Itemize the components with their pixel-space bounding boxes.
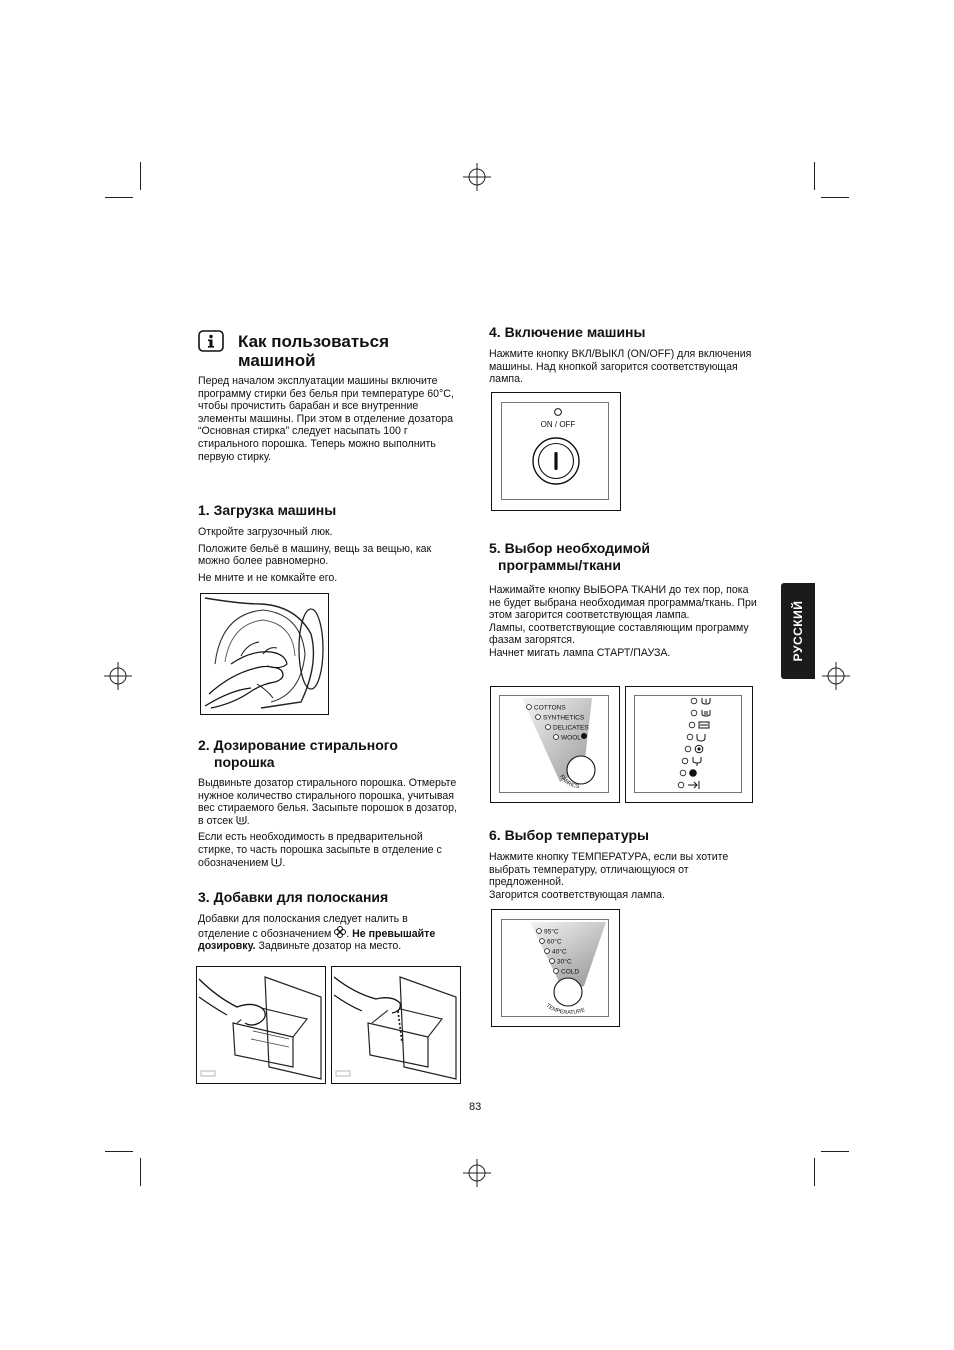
section-3-p1: Добавки для полоскания следует налить в отделение с обозначением . Не превышайте дозировку. Задвиньте дозатор на место. bbox=[198, 913, 436, 953]
fabric-label-synthetics: SYNTHETICS bbox=[543, 714, 585, 722]
loading-laundry-illustration bbox=[200, 593, 329, 715]
section-1-p3: Не мните и не комкайте его. bbox=[198, 571, 338, 584]
crop-mark bbox=[814, 162, 815, 190]
on-off-button[interactable] bbox=[536, 448, 574, 486]
section-5-body bbox=[489, 584, 759, 660]
section-3-body bbox=[198, 913, 460, 953]
section-4-p1: Нажмите кнопку ВКЛ/ВЫКЛ (ON/OFF) для включения машины. Над кнопкой загорится соответствующая лампа. bbox=[489, 348, 752, 386]
temp-label-60: 60°C bbox=[547, 938, 562, 946]
registration-mark-icon bbox=[463, 163, 491, 191]
section-1-body bbox=[198, 526, 460, 584]
softener-flower-icon bbox=[334, 926, 346, 938]
lamp-rinse bbox=[687, 734, 693, 740]
title-line-2: машиной bbox=[238, 351, 316, 370]
fabric-label-wool: WOOL bbox=[561, 734, 581, 742]
info-icon bbox=[198, 330, 224, 352]
intro-text: Перед началом эксплуатации машины включите программу стирки без белья при температуре 60°C, чтобы прочистить барабан и все внутренние элементы машины. При этом в отделение дозатора “Основная стирка” следует насыпать 100 г стирального порошка. Теперь можно выполнить первую стирку. bbox=[198, 375, 454, 463]
on-off-label: ON / OFF bbox=[540, 420, 576, 429]
section-4-body bbox=[489, 348, 759, 386]
section-6-body bbox=[489, 851, 759, 901]
section-2-body bbox=[198, 777, 460, 869]
section-5-p1: Нажимайте кнопку ВЫБОРА ТКАНИ до тех пор, пока не будет выбрана необходимая программа/ткань. При этом загорится соответствующая лампа. bbox=[489, 584, 757, 622]
title-line-1: Как пользоваться bbox=[238, 332, 389, 351]
crop-mark bbox=[821, 1151, 849, 1152]
phase-lamps-panel bbox=[634, 695, 742, 793]
section-1-p1: Откройте загрузочный люк. bbox=[198, 526, 333, 538]
section-1-p2: Положите бельё в машину, вещь за вещью, как можно более равномерно. bbox=[198, 542, 432, 568]
section-4-heading: 4. Включение машины bbox=[489, 324, 646, 340]
section-2-p2-text: Если есть необходимость в предварительной стирке, то часть порошка засыпьте в отделение с обозначением bbox=[198, 831, 442, 869]
fabric-label-delicates: DELICATES bbox=[553, 724, 589, 732]
end-arrow-icon bbox=[688, 781, 699, 789]
crop-mark bbox=[105, 197, 133, 198]
drain-icon bbox=[693, 757, 701, 766]
temperature-button-label: TEMPERATURE bbox=[544, 1002, 586, 1016]
section-6-p2: Загорится соответствующая лампа. bbox=[489, 888, 665, 901]
lamp-delay bbox=[680, 770, 686, 776]
lamp-prewash bbox=[691, 698, 697, 704]
lamp-main-wash bbox=[691, 710, 697, 716]
page-number: 83 bbox=[469, 1101, 482, 1113]
phase-lamps-drawing bbox=[635, 696, 741, 792]
dispenser-drawing-2 bbox=[332, 967, 459, 1082]
section-3-heading: 3. Добавки для полоскания bbox=[198, 889, 389, 905]
fabric-selector-drawing bbox=[500, 696, 608, 792]
delay-icon bbox=[689, 769, 697, 777]
crop-mark bbox=[140, 1158, 141, 1186]
temperature-selector-figure bbox=[491, 909, 620, 1027]
section-5-heading bbox=[489, 540, 650, 574]
wool-yarn-icon bbox=[581, 733, 587, 739]
fabrics-button-label: FABRICS bbox=[558, 773, 580, 791]
page-title bbox=[238, 332, 468, 370]
section-2-p1: Выдвиньте дозатор стирального порошка. Отмерьте нужное количество стирального порошка, учитывая вес стираемого белья. Засыпьте порошок в дозатор, в отсек . bbox=[198, 777, 457, 827]
section-2-heading bbox=[198, 737, 398, 771]
intro-block bbox=[198, 375, 460, 463]
fabric-selector-figure bbox=[490, 686, 620, 803]
rinse-icon bbox=[697, 734, 705, 741]
temp-label-95: 95°C bbox=[544, 928, 559, 936]
section-2-heading-line-1: 2. Дозирование стирального bbox=[198, 737, 398, 753]
fabric-selector-panel bbox=[499, 695, 609, 793]
fabrics-button[interactable] bbox=[565, 753, 593, 781]
section-3-p1-text-a: Добавки для полоскания следует налить в отделение с обозначением bbox=[198, 913, 408, 940]
main-wash-icon bbox=[702, 710, 710, 716]
dispenser-illustration-1 bbox=[196, 966, 326, 1084]
lamp-drain bbox=[682, 758, 688, 764]
section-5-heading-line-2: программы/ткани bbox=[498, 557, 621, 573]
temperature-selector-panel bbox=[501, 919, 609, 1017]
section-2-heading-line-2: порошка bbox=[214, 754, 275, 770]
prewash-symbol-icon bbox=[271, 857, 282, 867]
crop-mark bbox=[814, 1158, 815, 1186]
language-tab bbox=[781, 583, 815, 679]
temperature-selector-drawing bbox=[502, 920, 608, 1016]
language-tab-label: РУССКИЙ bbox=[791, 600, 805, 662]
section-1-heading: 1. Загрузка машины bbox=[198, 502, 337, 518]
temp-label-cold: COLD bbox=[561, 968, 580, 976]
registration-mark-icon bbox=[822, 662, 850, 690]
temp-label-30: 30°C bbox=[557, 958, 572, 966]
dispenser-drawing-1 bbox=[197, 967, 324, 1082]
section-2-p2: Если есть необходимость в предварительной стирке, то часть порошка засыпьте в отделение с обозначением . bbox=[198, 831, 442, 869]
drum-hands-drawing bbox=[201, 594, 327, 713]
crop-mark bbox=[821, 197, 849, 198]
crop-mark bbox=[140, 162, 141, 190]
fabric-label-cottons: COTTONS bbox=[534, 704, 566, 712]
section-2-p1-text: Выдвиньте дозатор стирального порошка. Отмерьте нужное количество стирального порошка, учитывая вес стираемого белья. Засыпьте порошок в дозатор, в отсек bbox=[198, 777, 457, 827]
section-6-p1: Нажмите кнопку ТЕМПЕРАТУРА, если вы хотите выбрать температуру, отличающуюся от предложенной. bbox=[489, 851, 729, 889]
main-wash-symbol-icon bbox=[236, 815, 247, 825]
section-5-p2: Лампы, соответствующие составляющим программу фазам загорятся. bbox=[489, 621, 749, 647]
lamp-end bbox=[678, 782, 684, 788]
lamp-soak bbox=[689, 722, 695, 728]
lamp-spin bbox=[685, 746, 691, 752]
registration-mark-icon bbox=[104, 662, 132, 690]
section-6-heading: 6. Выбор температуры bbox=[489, 827, 649, 843]
section-3-p1-text-b: Задвиньте дозатор на место. bbox=[258, 940, 402, 953]
section-3-p1-bold: Не превышайте дозировку. bbox=[198, 927, 436, 953]
crop-mark bbox=[105, 1151, 133, 1152]
registration-mark-icon bbox=[463, 1159, 491, 1187]
section-5-p3: Начнет мигать лампа СТАРТ/ПАУЗА. bbox=[489, 646, 671, 659]
temp-label-40: 40°C bbox=[552, 948, 567, 956]
dispenser-illustration-2 bbox=[331, 966, 461, 1084]
temperature-button[interactable] bbox=[552, 968, 582, 998]
prewash-icon bbox=[702, 698, 710, 704]
section-5-heading-line-1: 5. Выбор необходимой bbox=[489, 540, 650, 556]
soak-icon bbox=[699, 722, 709, 728]
phase-lamps-figure bbox=[625, 686, 753, 803]
